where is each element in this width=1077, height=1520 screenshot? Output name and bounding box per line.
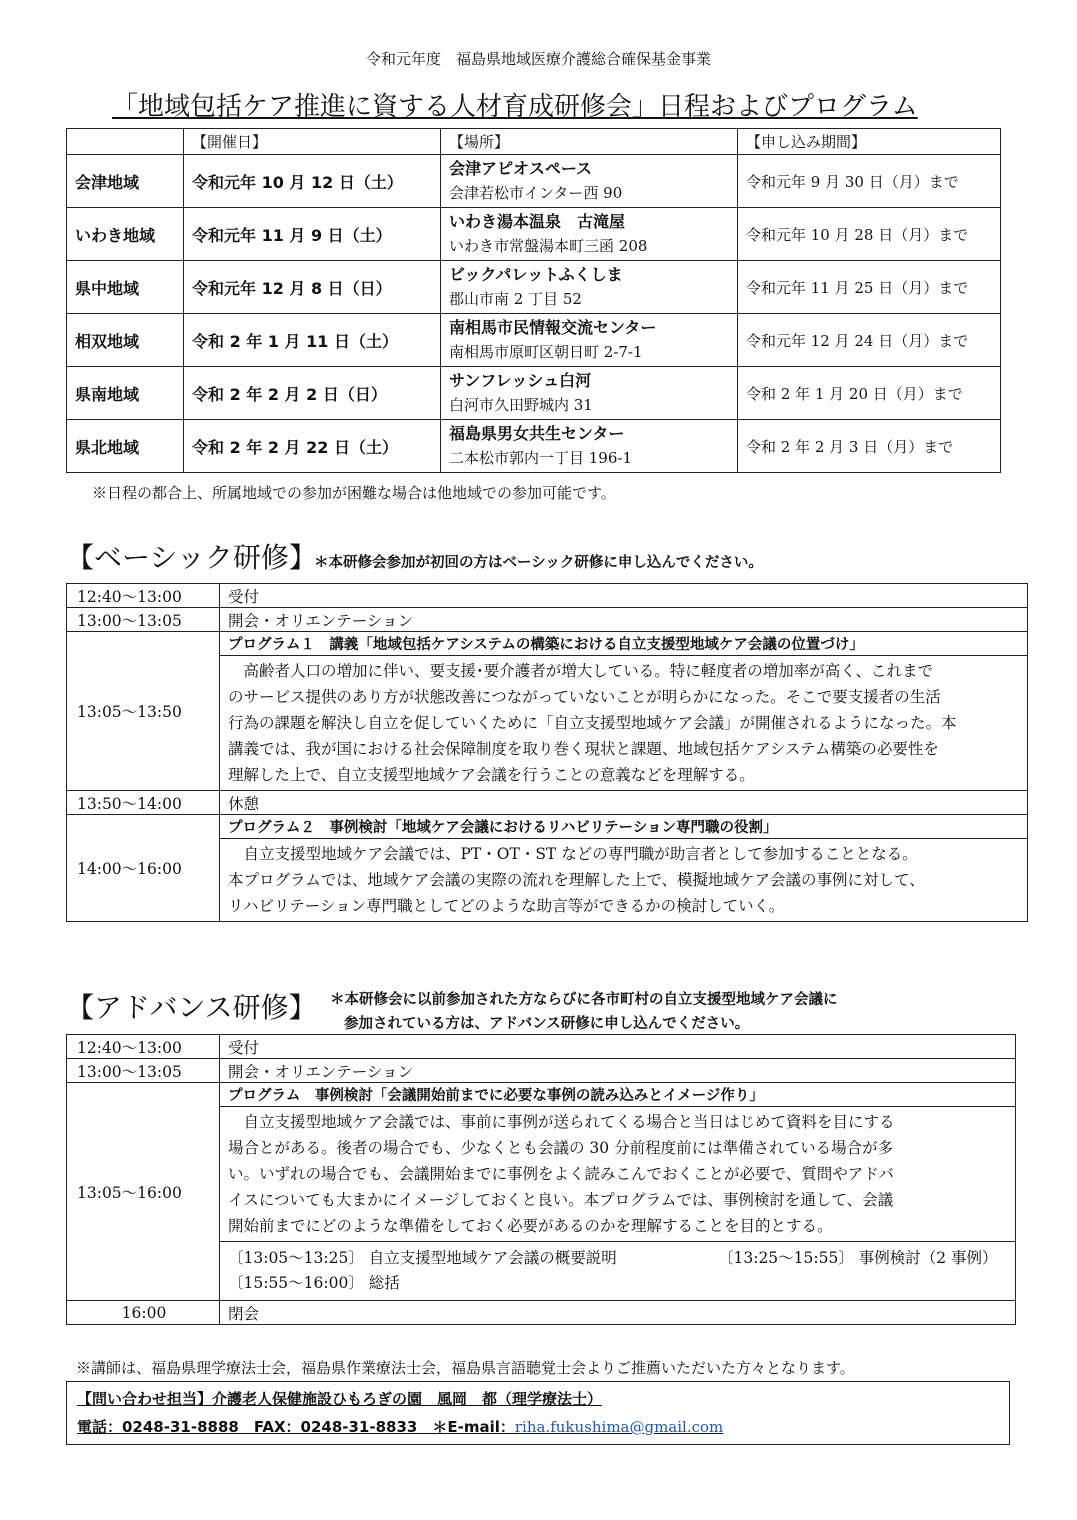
venue-name: いわき湯本温泉 古滝屋 — [449, 212, 626, 231]
time-slot: 12:40～13:00 — [67, 1035, 220, 1059]
program-row — [67, 815, 1028, 839]
description-line: のサービス提供のあり方が状態改善につながっていないことが明らかになった。そこで要支援者の生活 — [228, 688, 941, 706]
program-row — [67, 632, 1028, 656]
advanced-section-note-1: ＊本研修会に以前参加された方ならびに各市町村の自立支援型地域ケア会議に — [330, 992, 838, 1008]
schedule-note: ※日程の都合上、所属地域での参加が困難な場合は他地域での参加可能です。 — [92, 484, 616, 502]
venue-address: 郡山市南 2 丁目 52 — [449, 290, 582, 308]
description-line: 講義では、我が国における社会保障制度を取り巻く現状と課題、地域包括ケアシステム構築の必要性を — [228, 740, 939, 758]
description-line: 自立支援型地域ケア会議では、事前に事例が送られてくる場合と当日はじめて資料を目にする — [228, 1113, 895, 1131]
subschedule-item: 〔13:05～13:25〕 自立支援型地域ケア会議の概要説明 — [228, 1249, 617, 1267]
activity: 受付 — [220, 1035, 1016, 1059]
program-row — [67, 1301, 1016, 1325]
event-date: 令和元年 11 月 9 日（土） — [184, 208, 441, 261]
time-slot: 13:50～14:00 — [67, 791, 220, 815]
program-title: プログラム２ 事例検討「地域ケア会議におけるリハビリテーション専門職の役割」 — [220, 815, 1028, 839]
venue-address: 二本松市郭内一丁目 196-1 — [449, 449, 633, 467]
description-line: 理解した上で、自立支援型地域ケア会議を行うことの意義などを理解する。 — [228, 766, 755, 784]
schedule-header-row — [67, 129, 1001, 155]
event-date: 令和 2 年 2 月 2 日（日） — [184, 367, 441, 420]
contact-box — [66, 1381, 1010, 1445]
subschedule-line — [228, 1246, 1007, 1271]
program-row — [67, 608, 1028, 632]
program-row — [67, 584, 1028, 608]
program-description — [220, 1107, 1016, 1242]
venue-cell — [441, 367, 738, 420]
program-row — [67, 1059, 1016, 1083]
program-description — [220, 656, 1028, 791]
description-line: リハビリテーション専門職としてどのような助言等ができるかの検討していく。 — [228, 897, 785, 915]
schedule-row — [67, 367, 1001, 420]
advanced-program-table — [66, 1034, 1016, 1325]
program-row — [67, 1035, 1016, 1059]
activity: 閉会 — [220, 1301, 1016, 1325]
schedule-row — [67, 155, 1001, 208]
basic-section-note: ＊本研修会参加が初回の方はベーシック研修に申し込んでください。 — [314, 555, 763, 571]
activity: 開会・オリエンテーション — [220, 1059, 1016, 1083]
region-name: 会津地域 — [67, 155, 184, 208]
venue-cell — [441, 155, 738, 208]
contact-numbers — [77, 1416, 723, 1437]
header-cell-date: 【開催日】 — [184, 129, 441, 155]
event-subtitle: 令和元年度 福島県地域医療介護総合確保基金事業 — [365, 50, 711, 68]
venue-name: 会津アピオスペース — [449, 159, 593, 178]
contact-phone-fax: 電話：0248-31-8888 FAX：0248-31-8833 ＊E-mail： — [77, 1418, 515, 1436]
schedule-row — [67, 208, 1001, 261]
venue-name: 福島県男女共生センター — [449, 424, 625, 443]
description-line: 本プログラムでは、地域ケア会議の実際の流れを理解した上で、模擬地域ケア会議の事例に対して、 — [228, 871, 925, 889]
schedule-row — [67, 420, 1001, 473]
venue-cell — [441, 420, 738, 473]
application-period: 令和 2 年 1 月 20 日（月）まで — [738, 367, 1001, 420]
basic-program-table — [66, 583, 1028, 922]
venue-address: 南相馬市原町区朝日町 2-7-1 — [449, 343, 643, 361]
venue-name: 南相馬市民情報交流センター — [449, 318, 657, 337]
instructor-note: ※講師は、福島県理学療法士会，福島県作業療法士会，福島県言語聴覚士会よりご推薦いただいた方々となります。 — [76, 1359, 855, 1377]
event-date: 令和元年 10 月 12 日（土） — [184, 155, 441, 208]
email-link[interactable]: riha.fukushima@gmail.com — [514, 1418, 724, 1436]
description-line: 高齢者人口の増加に伴い、要支援･要介護者が増大している。特に軽度者の増加率が高く、これまで — [228, 662, 933, 680]
program-title: プログラム 事例検討「会議開始前までに必要な事例の読み込みとイメージ作り」 — [220, 1083, 1016, 1107]
program-row — [67, 791, 1028, 815]
event-date: 令和元年 12 月 8 日（日） — [184, 261, 441, 314]
time-slot: 16:00 — [67, 1301, 220, 1325]
venue-address: 会津若松市インター西 90 — [449, 184, 623, 202]
description-line: 開始前までにどのような準備をしておく必要があるのかを理解することを目的とする。 — [228, 1217, 833, 1235]
time-slot: 13:00～13:05 — [67, 1059, 220, 1083]
event-date: 令和 2 年 2 月 22 日（土） — [184, 420, 441, 473]
application-period: 令和元年 12 月 24 日（月）まで — [738, 314, 1001, 367]
time-slot: 12:40～13:00 — [67, 584, 220, 608]
region-name: 県北地域 — [67, 420, 184, 473]
activity: 休憩 — [220, 791, 1028, 815]
advanced-section-heading: 【アドバンス研修】 — [66, 991, 317, 1024]
schedule-table — [66, 128, 1001, 473]
program-subschedule — [220, 1242, 1016, 1301]
description-line: 場合とがある。後者の場合でも、少なくとも会議の 30 分前程度前には準備されている場合が多 — [228, 1139, 894, 1157]
region-name: 県南地域 — [67, 367, 184, 420]
region-name: 相双地域 — [67, 314, 184, 367]
time-slot: 14:00～16:00 — [67, 815, 220, 922]
subschedule-item: 〔13:25～15:55〕 事例検討（2 事例） — [718, 1249, 998, 1267]
application-period: 令和元年 9 月 30 日（月）まで — [738, 155, 1001, 208]
description-line: 自立支援型地域ケア会議では、PT・OT・ST などの専門職が助言者として参加することとなる。 — [228, 845, 918, 863]
application-period: 令和元年 11 月 25 日（月）まで — [738, 261, 1001, 314]
venue-name: ビックパレットふくしま — [449, 265, 623, 284]
program-description — [220, 839, 1028, 922]
contact-person: 【問い合わせ担当】介護老人保健施設ひもろぎの園 風岡 都（理学療法士） — [77, 1390, 603, 1408]
venue-cell — [441, 208, 738, 261]
time-slot: 13:00～13:05 — [67, 608, 220, 632]
description-line: イスについても大まかにイメージしておくと良い。本プログラムでは、事例検討を通して、会議 — [228, 1191, 894, 1209]
program-title: プログラム１ 講義「地域包括ケアシステムの構築における自立支援型地域ケア会議の位置づけ」 — [220, 632, 1028, 656]
description-line: い。いずれの場合でも、会議開始までに事例をよく読みこんでおくことが必要で、質問やアドバ — [228, 1165, 894, 1183]
header-cell-place: 【場所】 — [441, 129, 738, 155]
venue-cell — [441, 261, 738, 314]
region-name: 県中地域 — [67, 261, 184, 314]
subschedule-line: 〔15:55～16:00〕 総括 — [228, 1274, 400, 1292]
venue-address: いわき市常盤湯本町三函 208 — [449, 237, 648, 255]
description-line: 行為の課題を解決し自立を促していくために「自立支援型地域ケア会議」が開催されるようになった。本 — [228, 714, 957, 732]
time-slot: 13:05～13:50 — [67, 632, 220, 791]
header-cell-period: 【申し込み期間】 — [738, 129, 1001, 155]
page-title: 「地域包括ケア推進に資する人材育成研修会」日程およびプログラム — [112, 92, 918, 122]
schedule-row — [67, 261, 1001, 314]
application-period: 令和元年 10 月 28 日（月）まで — [738, 208, 1001, 261]
program-row — [67, 1083, 1016, 1107]
schedule-row — [67, 314, 1001, 367]
time-slot: 13:05～16:00 — [67, 1083, 220, 1301]
venue-cell — [441, 314, 738, 367]
application-period: 令和 2 年 2 月 3 日（月）まで — [738, 420, 1001, 473]
venue-name: サンフレッシュ白河 — [449, 371, 592, 390]
activity: 受付 — [220, 584, 1028, 608]
activity: 開会・オリエンテーション — [220, 608, 1028, 632]
advanced-section-note-2: 参加されている方は、アドバンス研修に申し込んでください。 — [344, 1016, 750, 1032]
event-date: 令和 2 年 1 月 11 日（土） — [184, 314, 441, 367]
region-name: いわき地域 — [67, 208, 184, 261]
basic-section-heading: 【ベーシック研修】 — [66, 541, 317, 574]
header-cell-region — [67, 129, 184, 155]
venue-address: 白河市久田野城内 31 — [449, 396, 593, 414]
